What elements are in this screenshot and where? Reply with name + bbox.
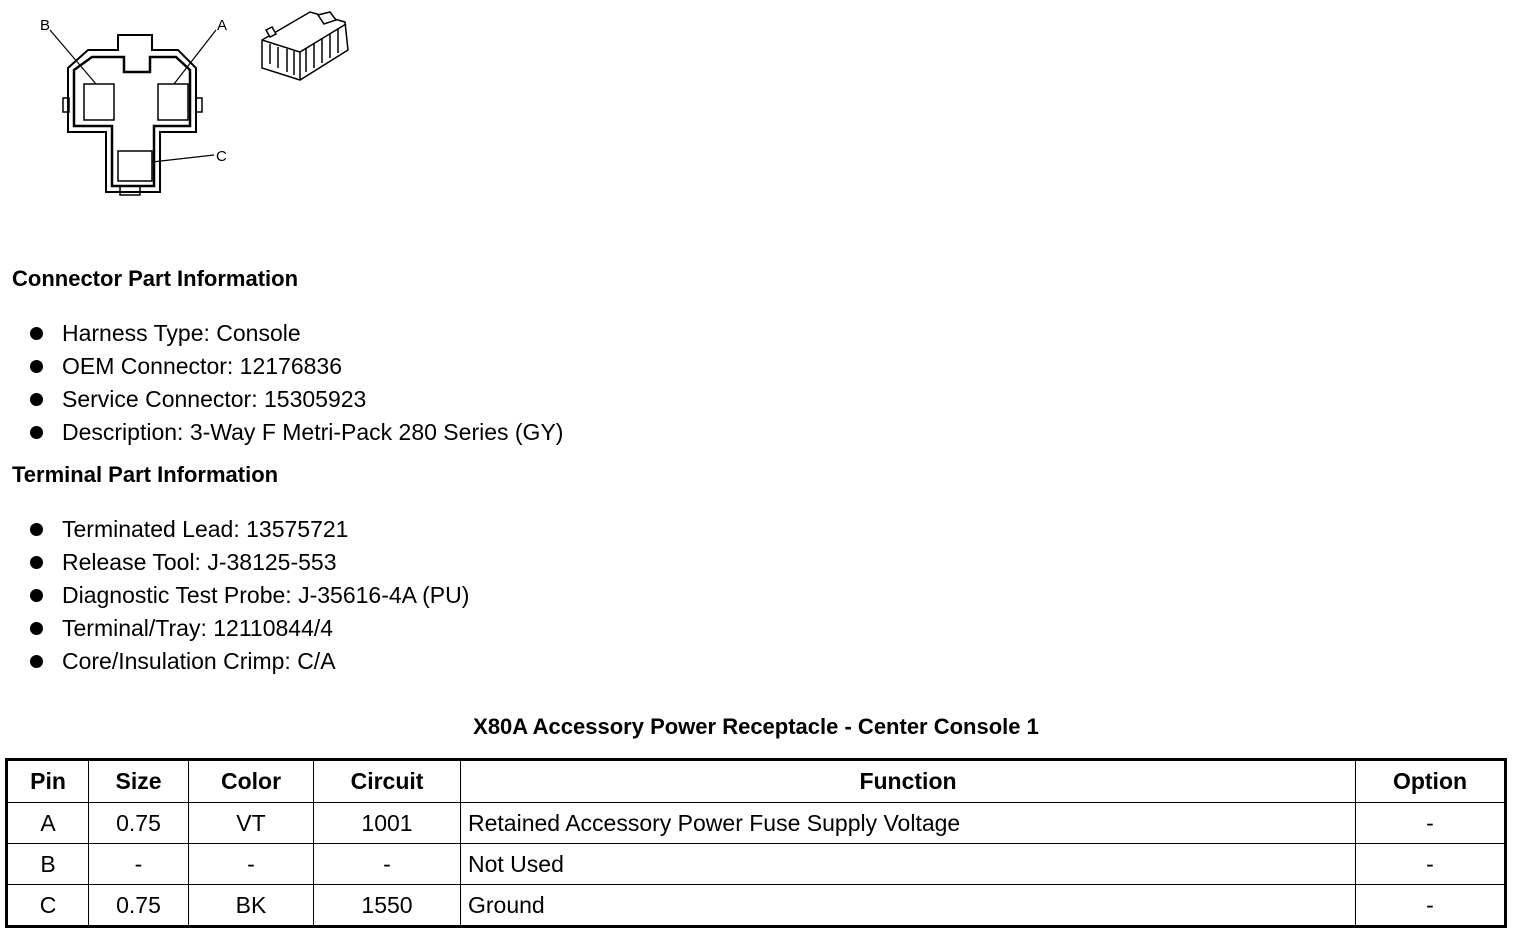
cavity-a <box>158 84 188 120</box>
cell-function: Not Used <box>461 844 1356 885</box>
cell-color: VT <box>189 803 314 844</box>
list-item: Description: 3-Way F Metri-Pack 280 Series (GY) <box>30 416 563 449</box>
column-header-option: Option <box>1356 760 1506 803</box>
cavity-b <box>84 84 114 120</box>
callout-a: A <box>217 17 228 34</box>
list-item: Service Connector: 15305923 <box>30 383 563 416</box>
cell-size: 0.75 <box>89 885 189 927</box>
table-row <box>7 885 1506 927</box>
callout-c: C <box>216 148 227 165</box>
pinout-table <box>5 758 1507 928</box>
table-header-row <box>7 760 1506 803</box>
list-item: Diagnostic Test Probe: J-35616-4A (PU) <box>30 579 469 612</box>
list-item: Release Tool: J-38125-553 <box>30 546 469 579</box>
column-header-circuit: Circuit <box>314 760 461 803</box>
callout-b: B <box>40 17 51 34</box>
cell-size: - <box>89 844 189 885</box>
pinout-table-title: X80A Accessory Power Receptacle - Center Console 1 <box>473 714 1039 739</box>
terminal-part-info-heading: Terminal Part Information <box>12 462 279 487</box>
cell-circuit: 1001 <box>314 803 461 844</box>
cell-option: - <box>1356 844 1506 885</box>
column-header-color: Color <box>189 760 314 803</box>
column-header-pin: Pin <box>7 760 89 803</box>
list-item: OEM Connector: 12176836 <box>30 350 563 383</box>
column-header-function: Function <box>461 760 1356 803</box>
list-item: Terminal/Tray: 12110844/4 <box>30 612 469 645</box>
cell-option: - <box>1356 885 1506 927</box>
cell-function: Ground <box>461 885 1356 927</box>
cell-option: - <box>1356 803 1506 844</box>
table-row <box>7 803 1506 844</box>
table-row <box>7 844 1506 885</box>
column-header-size: Size <box>89 760 189 803</box>
connector-part-info-heading: Connector Part Information <box>12 266 299 291</box>
cell-circuit: 1550 <box>314 885 461 927</box>
cell-pin: C <box>7 885 89 927</box>
connector-part-info-list <box>30 317 563 449</box>
cell-function: Retained Accessory Power Fuse Supply Voltage <box>461 803 1356 844</box>
cell-color: BK <box>189 885 314 927</box>
connector-face-diagram <box>30 8 250 203</box>
cell-size: 0.75 <box>89 803 189 844</box>
terminal-part-info-list <box>30 513 469 678</box>
cell-pin: B <box>7 844 89 885</box>
list-item: Terminated Lead: 13575721 <box>30 513 469 546</box>
list-item: Core/Insulation Crimp: C/A <box>30 645 469 678</box>
cell-color: - <box>189 844 314 885</box>
cell-circuit: - <box>314 844 461 885</box>
cavity-c <box>118 151 152 181</box>
connector-3d-illustration <box>255 8 365 88</box>
list-item: Harness Type: Console <box>30 317 563 350</box>
cell-pin: A <box>7 803 89 844</box>
